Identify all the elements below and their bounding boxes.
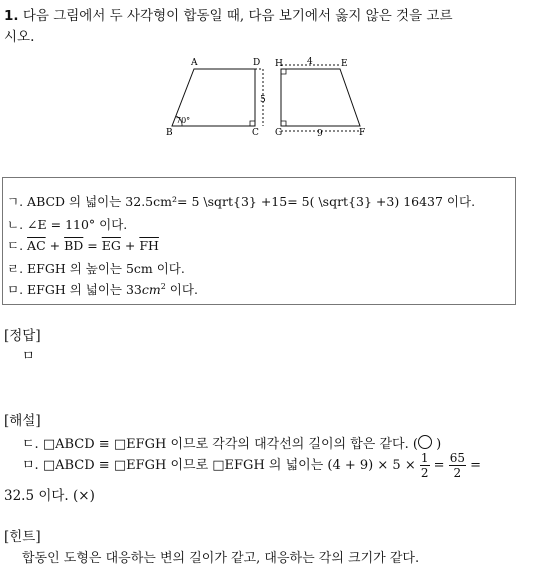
answer-label: [정답] [4,328,41,344]
choice-3-plus2: + [124,238,136,253]
choice-3-fh: FH [139,238,159,253]
fraction-half-den: 2 [420,466,429,480]
label-side-5: 5 [260,95,266,105]
hint-text: 합동인 도형은 대응하는 변의 길이가 같고, 대응하는 각의 크기가 같다. [22,551,420,566]
choice-5-unit: cm [141,282,161,297]
question-number: 1. [4,8,19,24]
choice-2-marker: ㄴ. [7,217,24,232]
explanation-label: [해설] [4,413,41,429]
fraction-half-num: 1 [420,451,429,465]
choice-5-text: EFGH 의 넓이는 33 [27,282,142,297]
label-bottom-9: 9 [317,129,323,139]
label-angle-70: 70° [176,116,191,125]
label-h: H [275,59,283,69]
right-angle-c [250,121,255,126]
hint-label: [힌트] [4,529,41,545]
answer-value: ㅁ [22,349,35,364]
figure-svg [160,54,380,144]
explanation-line-3: 32.5 이다. (×) [4,488,95,504]
choice-1-marker: ㄱ. [7,194,24,209]
choice-3-eg: EG [101,238,121,253]
choice-1-text: ABCD 의 넓이는 32.5cm²= 5 \sqrt{3} +15= 5( \sqrt{3} +3) 16437 이다. [27,194,476,209]
explanation-line-1-text: ㄷ. □ABCD ≡ □EFGH 이므로 각각의 대각선의 길이의 합은 같다. ( [22,437,418,452]
choice-3-marker: ㄷ. [7,238,24,253]
explanation-line-2 [22,451,481,480]
right-angle-g [281,121,286,126]
right-angle-h [281,69,286,74]
label-d: D [253,58,261,68]
choice-4-marker: ㄹ. [7,261,24,276]
label-g: G [275,128,283,138]
label-f: F [359,128,366,138]
choice-1 [7,192,475,210]
question-line-2: 시오. [4,29,35,45]
choice-4-text: EFGH 의 높이는 5cm 이다. [27,261,185,276]
label-b: B [166,128,173,138]
choice-5 [7,280,198,298]
choice-4 [7,259,185,277]
choice-3 [7,236,159,254]
choice-3-plus1: + [49,238,61,253]
fraction-half [420,451,430,480]
label-a: A [191,58,198,68]
fraction-65-2 [449,451,466,480]
explanation-line-1-end: ) [436,437,442,452]
choice-3-bd: BD [64,238,84,253]
choice-5-marker: ㅁ. [7,282,24,297]
explanation-eq-1: = [433,458,445,473]
label-c: C [252,128,259,138]
choice-3-eq: = [87,238,98,253]
explanation-line-1 [22,433,441,452]
choice-2-text: ∠E = 110° 이다. [27,217,128,232]
choice-5-post: 이다. [169,282,198,297]
question-text: 다음 그림에서 두 사각형이 합동일 때, 다음 보기에서 옳지 않은 것을 고르 [22,8,453,24]
label-e: E [341,59,348,69]
choice-2 [7,215,127,233]
fraction-65-num: 65 [449,451,465,465]
choices-box [2,177,516,305]
explanation-eq-2: = [470,458,482,473]
explanation-line-2-text: ㅁ. □ABCD ≡ □EFGH 이므로 □EFGH 의 넓이는 (4 + 9) × 5 × [22,458,416,473]
label-top-4: 4 [307,57,313,67]
quadrilaterals-figure [160,54,380,148]
choice-5-sup: 2 [160,281,166,291]
circle-mark-icon [418,435,432,449]
trapezoid-efgh [281,69,360,126]
question-line-1 [4,4,453,24]
choice-3-ac: AC [27,238,46,253]
fraction-65-den: 2 [453,466,462,480]
